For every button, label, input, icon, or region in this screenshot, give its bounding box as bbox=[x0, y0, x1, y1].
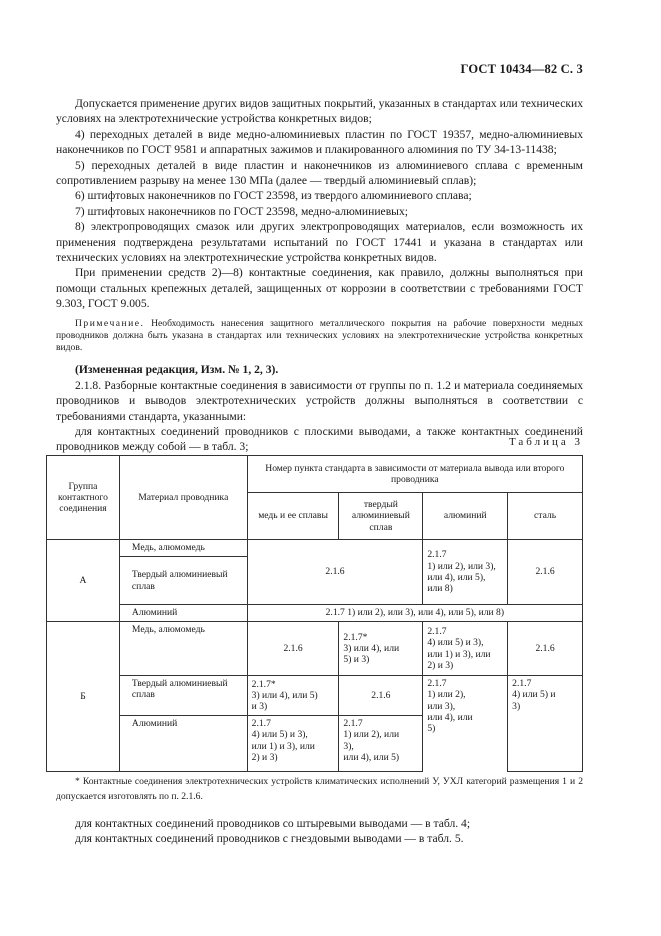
paragraph: для контактных соединений проводников с гнездовыми выводами — в табл. 5. bbox=[75, 832, 464, 846]
material-cell: Алюминий bbox=[119, 605, 247, 622]
note-label: Примечание. bbox=[75, 317, 145, 329]
note-text: Необходимость нанесения защитного металлического покрытия на рабочие поверхности медных проводников должна быть указана в стандартах или технических условиях на электротехнические устройства конкретных видов. bbox=[56, 317, 583, 354]
revision-note: (Измененная редакция, Изм. № 1, 2, 3). bbox=[75, 363, 279, 377]
group-cell: Б bbox=[47, 622, 120, 772]
table-cell: 2.1.7 1) или 2), или 3), или 4), или 5) bbox=[339, 716, 423, 772]
table-cell: 2.1.7 1) или 2), или 3), или 4), или 5), или 8) bbox=[423, 540, 508, 605]
table-cell: 2.1.7 4) или 5) и 3), или 1) и 3), или 2) и 3) bbox=[423, 622, 508, 676]
header-col: медь и ее сплавы bbox=[247, 493, 339, 540]
list-item: 6) штифтовых наконечников по ГОСТ 23598, из твердого алюминиевого сплава; bbox=[75, 189, 472, 203]
material-cell: Твердый алюминиевый сплав bbox=[119, 676, 247, 716]
paragraph: Допускается применение других видов защитных покрытий, указанных в стандартах или технических условиях на электротехнические устройства конкретных видов; bbox=[56, 97, 583, 126]
table-cell: 2.1.6 bbox=[247, 622, 339, 676]
table-cell: 2.1.7 1) или 2), или 3), или 4), или 5), или 8) bbox=[247, 605, 582, 622]
table-cell: 2.1.7 4) или 5) и 3) bbox=[508, 676, 583, 772]
header-material: Материал проводника bbox=[119, 456, 247, 540]
page-header: ГОСТ 10434—82 С. 3 bbox=[460, 62, 583, 76]
material-cell: Алюминий bbox=[119, 716, 247, 772]
main-text bbox=[56, 96, 583, 455]
tail-text bbox=[56, 816, 583, 847]
table-cell: 2.1.6 bbox=[247, 540, 423, 605]
footnote bbox=[56, 774, 583, 804]
paragraph: При применении средств 2)—8) контактные соединения, как правило, должны выполняться при помощи стальных крепежных деталей, защищенных от коррозии в соответствии с требованиями ГОСТ 9.303, ГОСТ 9.005. bbox=[56, 266, 583, 311]
paragraph: 2.1.8. Разборные контактные соединения в зависимости от группы по п. 1.2 и материала соединяемых проводников и выводов электротехнических устройств должны выполняться в соответствии с требованиями стандарта, указанными: bbox=[56, 378, 583, 423]
footnote-text: * Контактные соединения электротехнических устройств климатических исполнений У, УХЛ категорий размещения 1 и 2 допускается изготовлять по п. 2.1.6. bbox=[56, 776, 583, 802]
header-col: алюминий bbox=[423, 493, 508, 540]
table-cell: 2.1.7 4) или 5) и 3), или 1) и 3), или 2) и 3) bbox=[247, 716, 339, 772]
table-cell: 2.1.6 bbox=[508, 622, 583, 676]
list-item: 8) электропроводящих смазок или других электропроводящих материалов, если возможность их применения подтверждена результатами испытаний по ГОСТ 17441 и указана в стандартах или технических условиях на электротехнические устройства конкретных видов. bbox=[56, 220, 583, 265]
table-cell: 2.1.7 1) или 2), или 3), или 4), или 5) bbox=[423, 676, 508, 772]
header-span: Номер пункта стандарта в зависимости от материала вывода или второго проводника bbox=[247, 456, 582, 493]
paragraph: для контактных соединений проводников с плоскими выводами, а также контактных соединений проводников между собой — в табл. 3; bbox=[56, 424, 583, 454]
table-cell: 2.1.7* 3) или 4), или 5) и 3) bbox=[247, 676, 339, 716]
header-group: Группа контактного соединения bbox=[47, 456, 120, 540]
table-caption: Таблица 3 bbox=[508, 436, 583, 448]
list-item: 4) переходных деталей в виде медно-алюминиевых пластин по ГОСТ 19357, медно-алюминиевых наконечников по ГОСТ 9581 и аппаратных зажимов и плакированного алюминия по ТУ 34-13-11438; bbox=[56, 127, 583, 157]
header-col: твердый алюминиевый сплав bbox=[339, 493, 423, 540]
material-cell: Медь, алюмомедь bbox=[119, 622, 247, 676]
table-3 bbox=[46, 455, 583, 772]
list-item: 7) штифтовых наконечников по ГОСТ 23598, медно-алюминиевых; bbox=[75, 204, 408, 218]
table-cell: 2.1.6 bbox=[508, 540, 583, 605]
header-col: сталь bbox=[508, 493, 583, 540]
material-cell: Медь, алюмомедь bbox=[119, 540, 247, 557]
table-cell: 2.1.6 bbox=[339, 676, 423, 716]
list-item: 5) переходных деталей в виде пластин и наконечников из алюминиевого сплава с временным сопротивлением разрыву на менее 130 МПа (далее — твердый алюминиевый сплав); bbox=[56, 158, 583, 188]
table-cell: 2.1.7* 3) или 4), или 5) и 3) bbox=[339, 622, 423, 676]
note bbox=[56, 318, 583, 355]
group-cell: А bbox=[47, 540, 120, 622]
material-cell: Твердый алюминиевый сплав bbox=[119, 557, 247, 605]
paragraph: для контактных соединений проводников со штыревыми выводами — в табл. 4; bbox=[75, 817, 471, 830]
